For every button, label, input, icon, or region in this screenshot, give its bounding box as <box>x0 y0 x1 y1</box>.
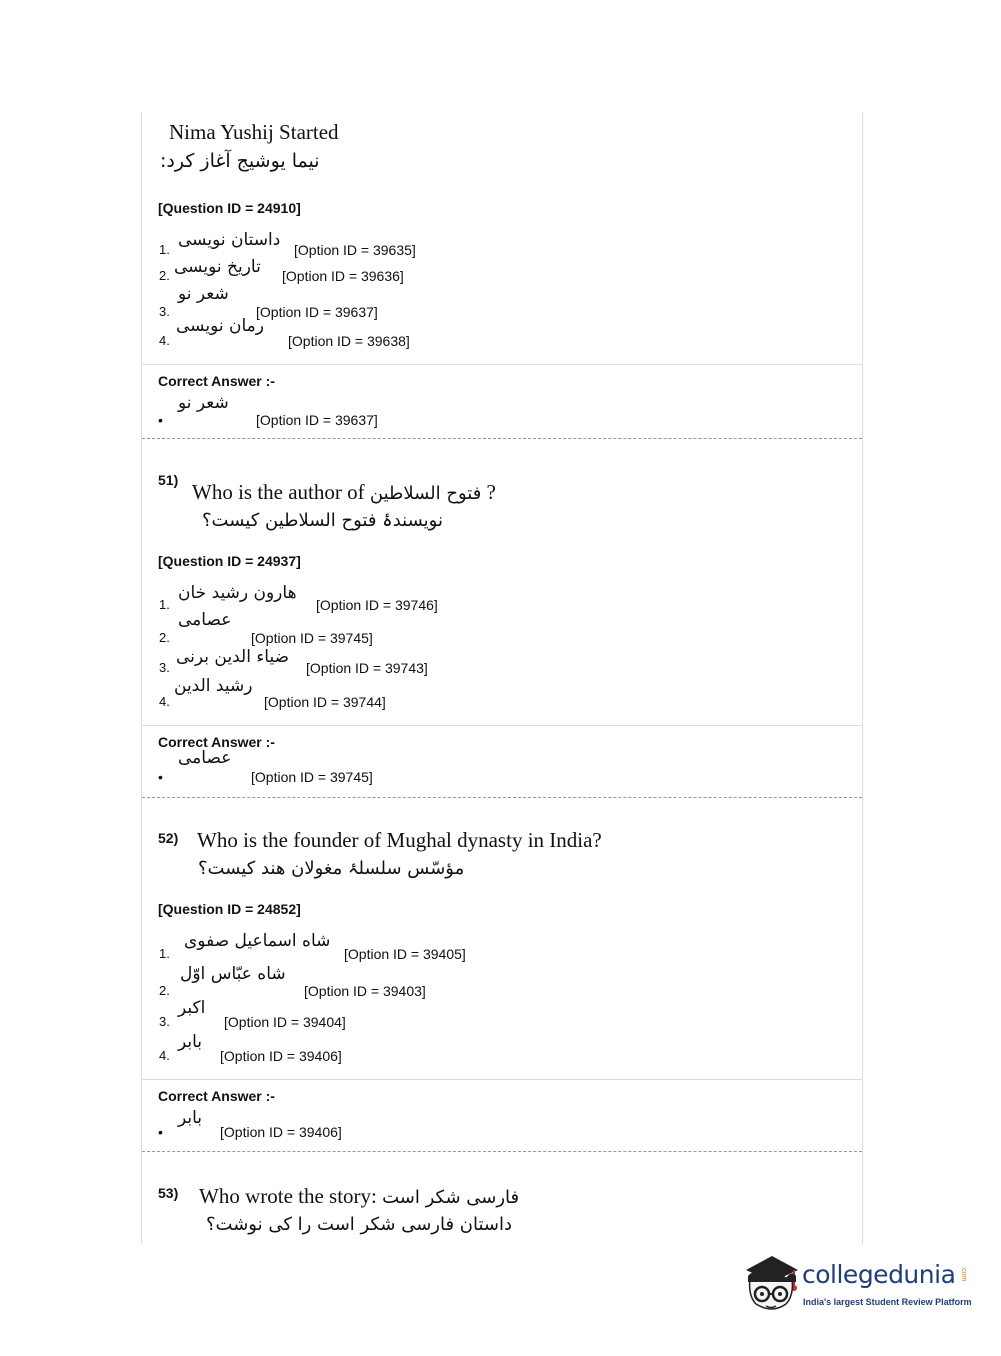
option-number: 3. <box>159 1014 170 1029</box>
question-title-ur: مؤسّس سلسلۂ مغولان هند کیست؟ <box>198 858 465 879</box>
option-text: بابر <box>178 1032 203 1052</box>
option-text: رمان نویسی <box>176 316 264 336</box>
question-title-en-ur: فتوح السلاطین <box>369 483 482 504</box>
correct-answer-id: [Option ID = 39637] <box>256 412 378 428</box>
question-number: 53) <box>158 1185 179 1201</box>
option-text: شعر نو <box>178 284 229 304</box>
correct-answer-text: بابر <box>178 1108 203 1128</box>
question-title-en <box>199 1184 519 1209</box>
question-id: [Question ID = 24852] <box>158 901 301 917</box>
question-title-ur: داستان فارسی شکر است را کی نوشت؟ <box>206 1214 513 1235</box>
option-id: [Option ID = 39636] <box>282 268 404 284</box>
divider <box>142 364 862 365</box>
option-id: [Option ID = 39403] <box>304 983 426 999</box>
divider <box>142 1079 862 1080</box>
exam-page <box>141 112 863 1244</box>
question-separator <box>142 438 862 439</box>
question-id: [Question ID = 24910] <box>158 200 301 216</box>
divider <box>142 725 862 726</box>
question-title-en-text: Who is the author of <box>192 480 365 504</box>
option-text: اکبر <box>178 998 206 1018</box>
option-number: 1. <box>159 242 170 257</box>
option-number: 3. <box>159 660 170 675</box>
option-number: 4. <box>159 1048 170 1063</box>
option-id: [Option ID = 39746] <box>316 597 438 613</box>
answer-bullet: • <box>158 412 163 428</box>
question-separator <box>142 797 862 798</box>
answer-bullet: • <box>158 769 163 785</box>
logo-name: collegedunia <box>802 1260 956 1289</box>
option-number: 2. <box>159 268 170 283</box>
option-text: شاه اسماعیل صفوی <box>184 931 331 951</box>
option-id: [Option ID = 39637] <box>256 304 378 320</box>
option-id: [Option ID = 39405] <box>344 946 466 962</box>
option-number: 4. <box>159 333 170 348</box>
option-number: 2. <box>159 983 170 998</box>
option-id: [Option ID = 39743] <box>306 660 428 676</box>
option-text: شاه عبّاس اوّل <box>180 964 286 984</box>
correct-answer-id: [Option ID = 39745] <box>251 769 373 785</box>
question-separator <box>142 1151 862 1152</box>
option-number: 1. <box>159 946 170 961</box>
correct-answer-label: Correct Answer :- <box>158 734 275 750</box>
question-mark: ? <box>486 480 496 504</box>
correct-answer-text: شعر نو <box>178 393 229 413</box>
question-title-en: Nima Yushij Started <box>169 120 339 144</box>
question-number: 52) <box>158 830 179 846</box>
option-id: [Option ID = 39404] <box>224 1014 346 1030</box>
option-text: داستان نویسی <box>178 230 281 250</box>
question-title-en-text: Who wrote the story: <box>199 1184 377 1208</box>
option-text: هارون رشید خان <box>178 583 297 603</box>
option-id: [Option ID = 39638] <box>288 333 410 349</box>
question-id: [Question ID = 24937] <box>158 553 301 569</box>
correct-answer-label: Correct Answer :- <box>158 1088 275 1104</box>
question-number: 51) <box>158 472 179 488</box>
question-title-en-ur: فارسی شکر است <box>382 1187 520 1208</box>
option-number: 1. <box>159 597 170 612</box>
option-id: [Option ID = 39406] <box>220 1048 342 1064</box>
logo-tagline: India's largest Student Review Platform <box>803 1297 972 1307</box>
logo-domain: .com <box>960 1266 967 1282</box>
option-number: 2. <box>159 630 170 645</box>
option-text: عصامی <box>178 610 232 630</box>
correct-answer-id: [Option ID = 39406] <box>220 1124 342 1140</box>
option-text: ضیاء الدین برنی <box>176 647 290 667</box>
option-text: تاریخ نویسی <box>174 257 261 277</box>
question-title-ur: نویسندۂ فتوح السلاطین کیست؟ <box>202 510 443 531</box>
option-id: [Option ID = 39745] <box>251 630 373 646</box>
collegedunia-logo <box>742 1252 972 1322</box>
option-number: 4. <box>159 694 170 709</box>
question-title-en: Who is the founder of Mughal dynasty in India? <box>197 828 602 852</box>
question-title-en <box>192 480 496 505</box>
question-title-ur: نیما یوشیج آغاز کرد: <box>160 150 320 172</box>
option-text: رشید الدین <box>174 676 253 696</box>
answer-bullet: • <box>158 1124 163 1140</box>
option-id: [Option ID = 39744] <box>264 694 386 710</box>
option-number: 3. <box>159 304 170 319</box>
correct-answer-text: عصامی <box>178 748 232 768</box>
correct-answer-label: Correct Answer :- <box>158 373 275 389</box>
option-id: [Option ID = 39635] <box>294 242 416 258</box>
student-mascot-icon <box>742 1252 802 1316</box>
